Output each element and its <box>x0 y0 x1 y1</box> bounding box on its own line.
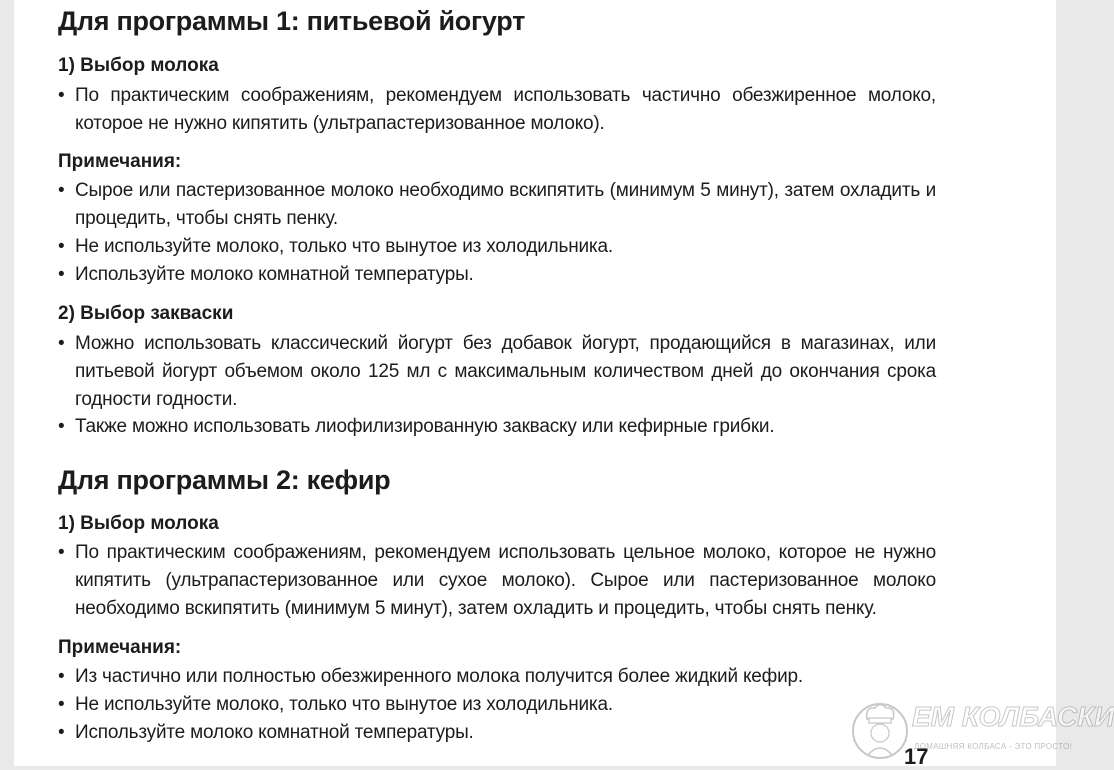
bullet-icon: • <box>58 722 65 743</box>
list-item <box>58 82 936 138</box>
list-item-text: Из частично или полностью обезжиренного молока получится более жидкий кефир. <box>75 666 803 687</box>
bullet-icon: • <box>58 180 65 201</box>
bullet-icon: • <box>58 333 65 354</box>
section-2-title: Для программы 2: кефир <box>58 465 391 495</box>
list-item-text: Можно использовать классический йогурт без добавок йогурт, продающийся в магазинах, или питьевой йогурт объемом около 125 мл с максимальным количеством дней до окончания срока годности годности. <box>75 333 936 410</box>
document-page <box>14 0 1114 769</box>
list-item-text: Сырое или пастеризованное молоко необходимо вскипятить (минимум 5 минут), затем охладить и процедить, чтобы снять пенку. <box>75 180 936 229</box>
page-number: 17 <box>904 744 929 769</box>
list-item <box>58 719 936 747</box>
watermark-title: ЕМ КОЛБАСКИ <box>912 701 1114 732</box>
list-item <box>58 330 936 414</box>
section-1-title: Для программы 1: питьевой йогурт <box>58 6 526 36</box>
bullet-icon: • <box>58 542 65 563</box>
bullet-icon: • <box>58 85 65 106</box>
bullet-icon: • <box>58 694 65 715</box>
bullet-icon: • <box>58 264 65 285</box>
section-2-notes-heading: Примечания: <box>58 637 182 658</box>
section-1-milk-heading: 1) Выбор молока <box>58 55 219 76</box>
list-item <box>58 413 936 441</box>
bullet-icon: • <box>58 236 65 257</box>
list-item-text: Не используйте молоко, только что вынутое из холодильника. <box>75 236 613 257</box>
section-2-milk-heading: 1) Выбор молока <box>58 513 219 534</box>
list-item-text: Используйте молоко комнатной температуры. <box>75 264 474 285</box>
list-item <box>58 691 936 719</box>
watermark-subtitle: ДОМАШНЯЯ КОЛБАСА - ЭТО ПРОСТО! <box>914 742 1073 751</box>
bullet-icon: • <box>58 666 65 687</box>
list-item <box>58 663 936 691</box>
list-item <box>58 233 936 261</box>
list-item-text: Также можно использовать лиофилизированную закваску или кефирные грибки. <box>75 416 775 437</box>
list-item-text: Используйте молоко комнатной температуры. <box>75 722 474 743</box>
list-item <box>58 177 936 233</box>
section-1-notes-heading: Примечания: <box>58 151 182 172</box>
watermark <box>850 697 1114 763</box>
list-item-text: По практическим соображениям, рекомендуем использовать частично обезжиренное молоко, которое не нужно кипятить (ультрапастеризованное молоко). <box>75 85 936 134</box>
list-item-text: Не используйте молоко, только что вынутое из холодильника. <box>75 694 613 715</box>
chef-logo-icon <box>850 697 910 763</box>
list-item-text: По практическим соображениям, рекомендуем использовать цельное молоко, которое не нужно кипятить (ультрапастеризованное или сухое молоко). Сырое или пастеризованное молоко необходимо вскипятить (минимум 5 минут), затем охладить и процедить, чтобы снять пенку. <box>75 542 936 619</box>
bullet-icon: • <box>58 416 65 437</box>
section-1-starter-heading: 2) Выбор закваски <box>58 303 234 324</box>
list-item <box>58 539 936 623</box>
list-item <box>58 261 936 289</box>
